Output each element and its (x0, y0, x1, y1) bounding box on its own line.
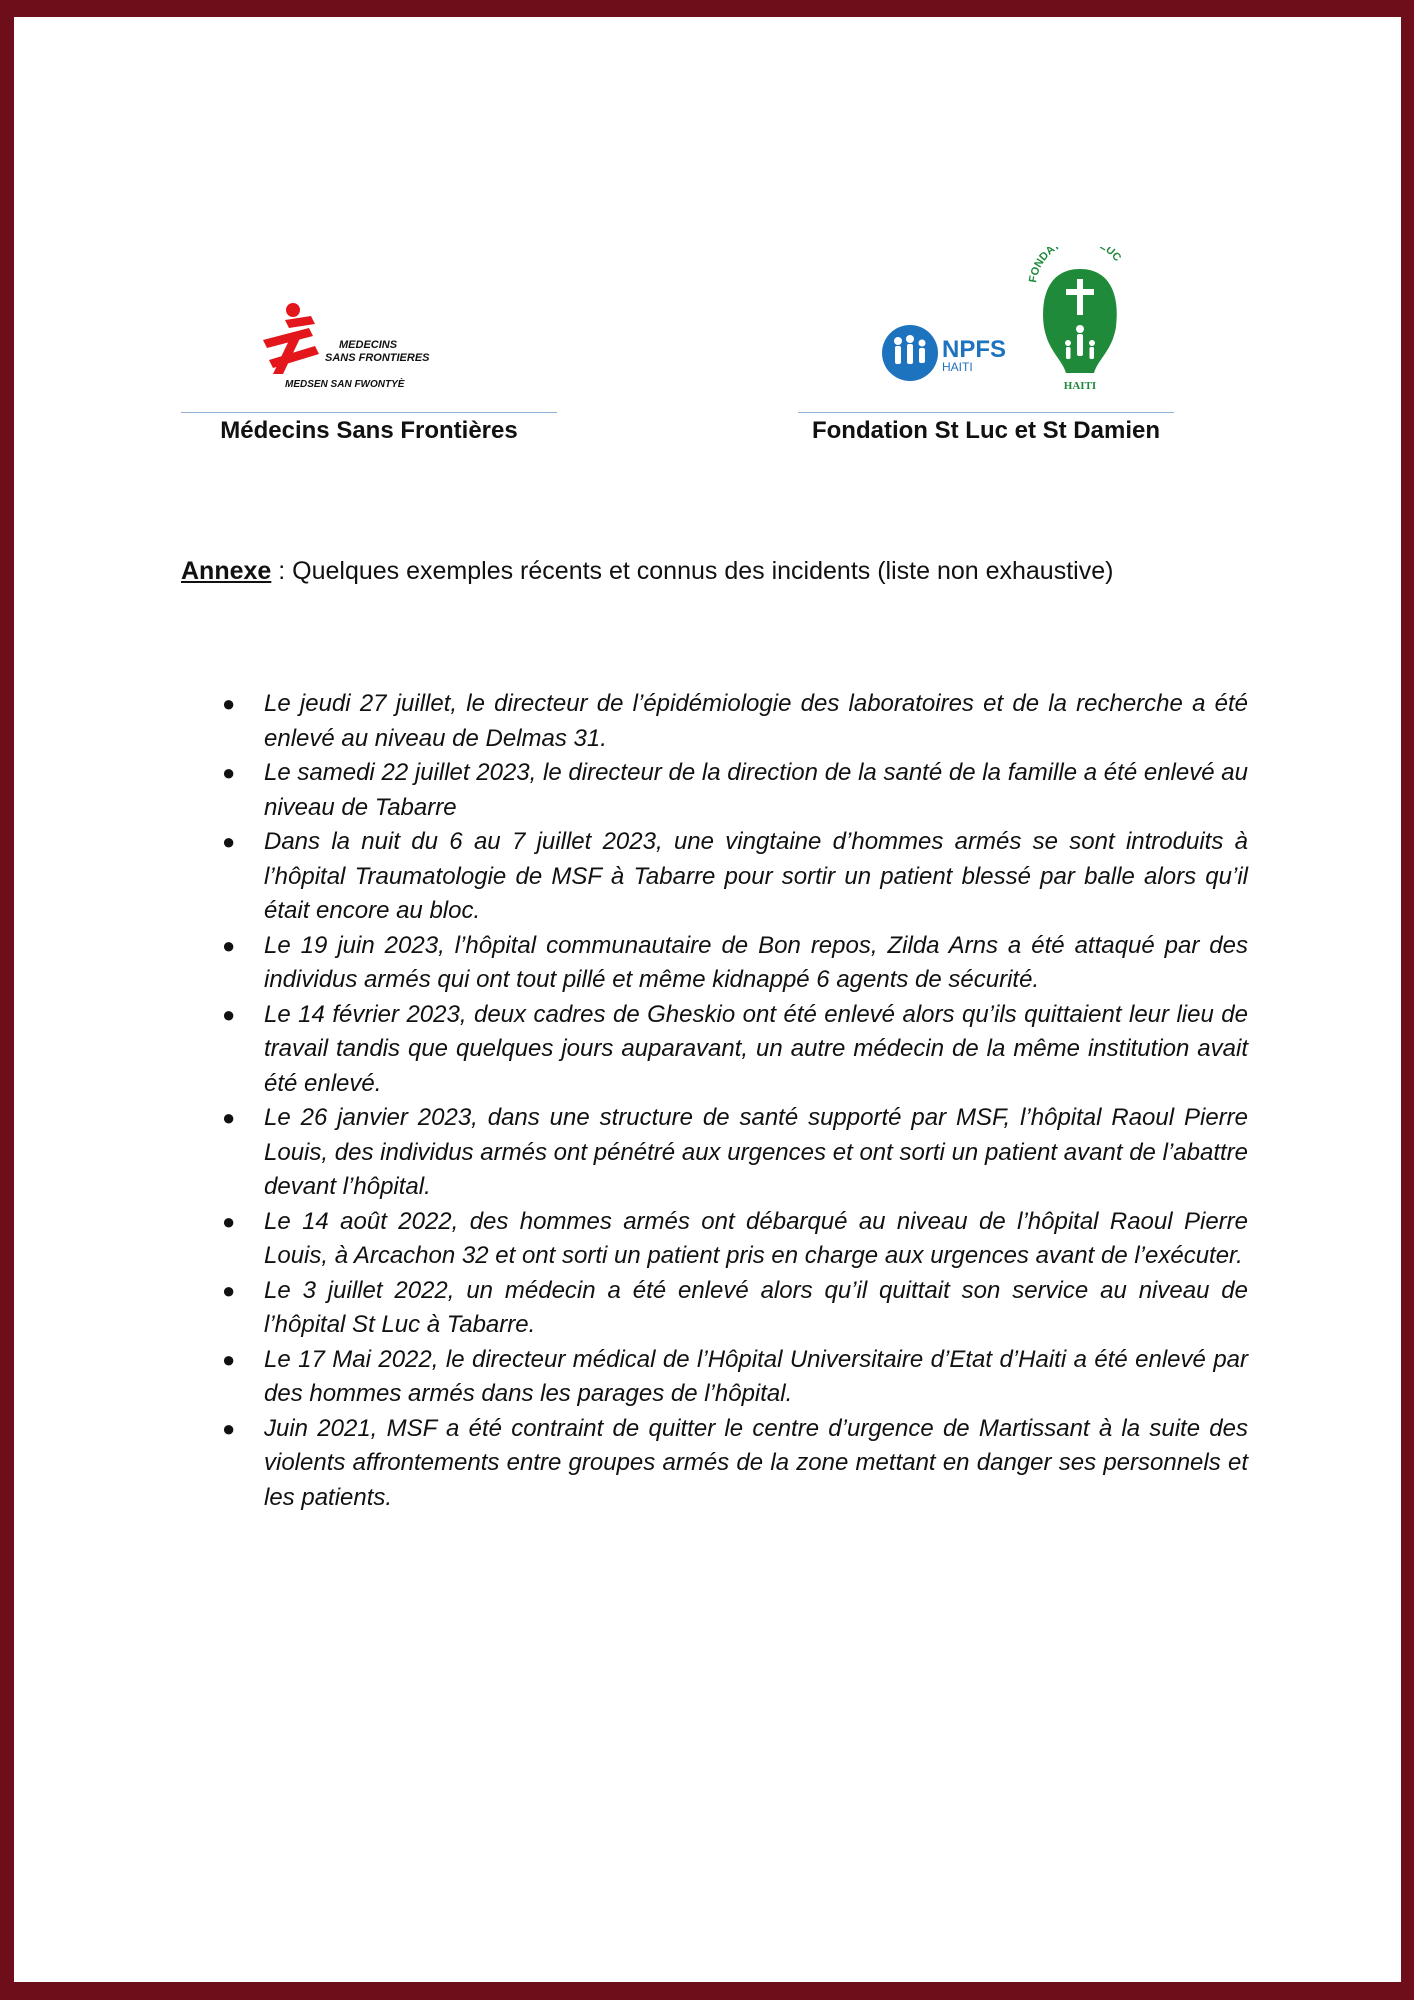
incident-text: Le 14 août 2022, des hommes armés ont débarqué au niveau de l’hôpital Raoul Pierre Louis, à Arcachon 32 et ont sorti un patient pris en charge aux urgences avant de l’exécuter. (264, 1207, 1248, 1269)
npfs-country: HAITI (942, 360, 973, 374)
stluc-arc-text: FONDA UC (1027, 247, 1124, 284)
bullet-icon: ● (222, 1001, 236, 1027)
annexe-heading (181, 557, 1261, 586)
bullet-icon: ● (222, 932, 236, 958)
bullet-icon: ● (222, 1415, 236, 1441)
incident-text: Le 26 janvier 2023, dans une structure de santé supporté par MSF, l’hôpital Raoul Pierre Louis, des individus armés ont pénétré aux urgences et ont sorti un patient avant de l’abattre devant l’hôpital. (264, 1104, 1248, 1200)
partner-logos (798, 247, 1174, 412)
msf-signature-rule (181, 412, 557, 413)
incident-text: Le 14 février 2023, deux cadres de Gheskio ont été enlevé alors qu’ils quittaient leur lieu de travail tandis que quelques jours auparavant, un autre médecin de la même institution avait été enlevé. (264, 1000, 1248, 1097)
msf-logo-line1: MEDECINS (339, 339, 398, 351)
incident-item (222, 1101, 1248, 1205)
bullet-icon: ● (222, 691, 236, 716)
incident-text: Juin 2021, MSF a été contraint de quitter le centre d’urgence de Martissant à la suite des violents affrontements entre groupes armés de la zone mettant en danger ses personnels et les patients. (264, 1414, 1248, 1511)
bullet-icon: ● (222, 829, 236, 854)
msf-org-name: Médecins Sans Frontières (220, 417, 518, 444)
bullet-icon: ● (222, 1105, 236, 1130)
incident-list (222, 687, 1248, 1515)
incident-item (222, 1274, 1248, 1343)
stluc-signature-rule (798, 412, 1174, 413)
msf-logo (181, 272, 557, 412)
stluc-logo (1027, 247, 1123, 392)
npfs-name: NPFS (942, 336, 1007, 363)
incident-text: Dans la nuit du 6 au 7 juillet 2023, une vingtaine d’hommes armés se sont introduits à l’hôpital Traumatologie de MSF à Tabarre pour sortir un patient blessé par balle alors qu’il était encore au bloc. (264, 828, 1248, 924)
msf-header (181, 272, 557, 445)
bullet-icon: ● (222, 760, 236, 785)
incident-item (222, 1412, 1248, 1516)
incident-item (222, 825, 1248, 929)
incident-text: Le jeudi 27 juillet, le directeur de l’épidémiologie des laboratoires et de la recherche a été enlevé au niveau de Delmas 31. (264, 690, 1248, 752)
npfs-stluc-logos (798, 247, 1174, 412)
incident-item (222, 1343, 1248, 1412)
incident-item (222, 756, 1248, 825)
document-page (14, 17, 1401, 1982)
bullet-icon: ● (222, 1208, 236, 1234)
incident-item (222, 998, 1248, 1102)
msf-logo-line2: SANS FRONTIERES (325, 352, 430, 364)
stluc-country: HAITI (1063, 380, 1097, 392)
stluc-header (798, 247, 1174, 445)
incident-item (222, 1205, 1248, 1274)
npfs-logo (882, 325, 1006, 381)
bullet-icon: ● (222, 1346, 236, 1372)
incident-text: Le 3 juillet 2022, un médecin a été enlevé alors qu’il quittait son service au niveau de l’hôpital St Luc à Tabarre. (264, 1276, 1248, 1338)
bullet-icon: ● (222, 1277, 236, 1303)
annexe-text: : Quelques exemples récents et connus des incidents (liste non exhaustive) (271, 557, 1114, 585)
incident-item (222, 687, 1248, 756)
incident-text: Le 17 Mai 2022, le directeur médical de l’Hôpital Universitaire d’Etat d’Haiti a été enlevé par des hommes armés dans les parages de l’hôpital. (264, 1345, 1248, 1407)
stluc-org-name: Fondation St Luc et St Damien (811, 417, 1160, 444)
msf-logo-line3: MEDSEN SAN FWONTYÈ (285, 379, 405, 390)
incident-text: Le samedi 22 juillet 2023, le directeur de la direction de la santé de la famille a été enlevé au niveau de Tabarre (264, 759, 1248, 821)
incident-item (222, 929, 1248, 998)
annexe-label: Annexe (181, 557, 272, 585)
incident-text: Le 19 juin 2023, l’hôpital communautaire de Bon repos, Zilda Arns a été attaqué par des individus armés qui ont tout pillé et même kidnappé 6 agents de sécurité. (264, 931, 1248, 993)
msf-running-man-logo (181, 272, 557, 412)
